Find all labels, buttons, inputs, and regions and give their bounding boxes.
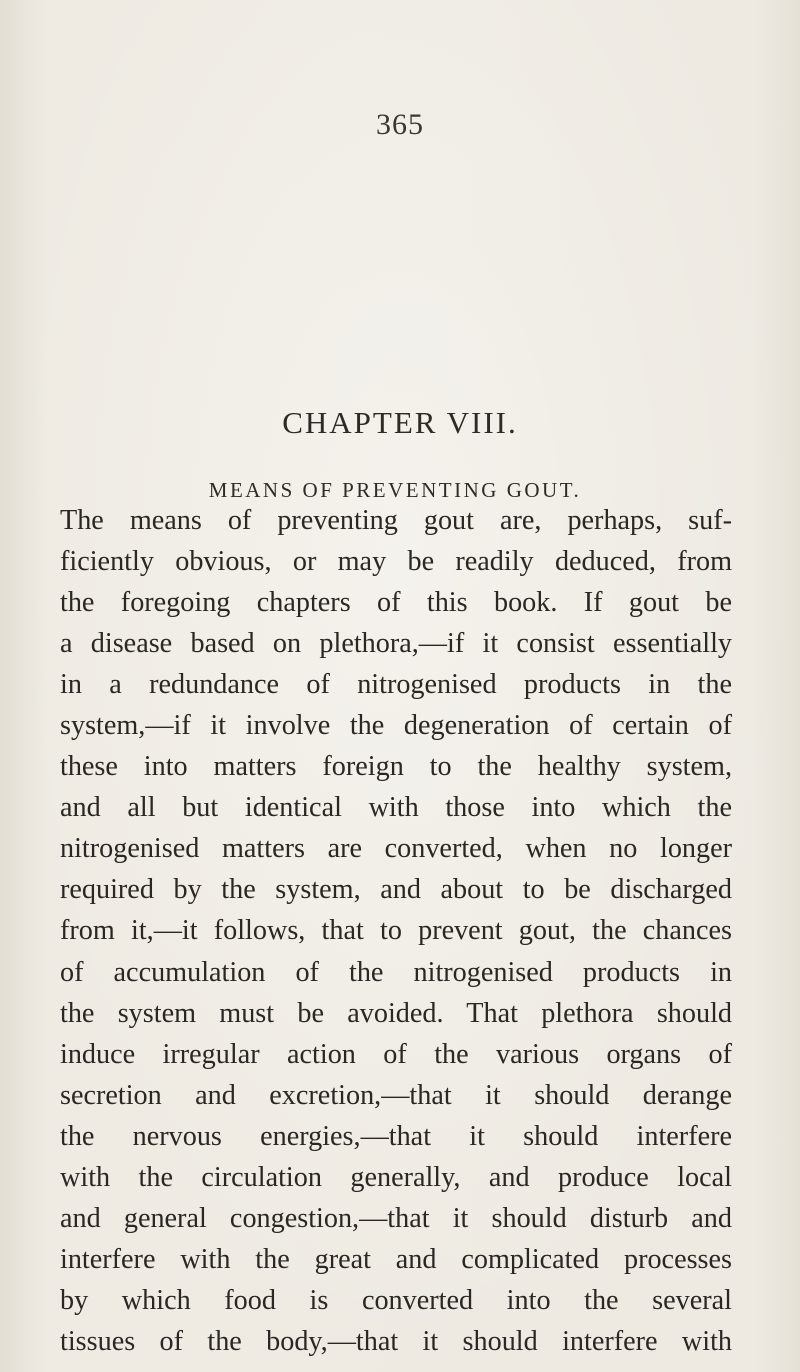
text-line: by which food is converted into the several: [60, 1284, 732, 1316]
text-line: system,—if it involve the degeneration of certain of: [60, 710, 732, 742]
text-line: and all but identical with those into which the: [60, 792, 732, 824]
text-line: in a redundance of nitrogenised products in the: [60, 669, 732, 701]
text-line: secretion and excretion,—that it should derange: [60, 1079, 732, 1111]
text-line: the system must be avoided. That plethora should: [60, 997, 732, 1029]
text-line: with the circulation generally, and produce local: [60, 1161, 732, 1193]
text-line: ficiently obvious, or may be readily deduced, from: [60, 546, 732, 578]
text-line: and general congestion,—that it should disturb and: [60, 1202, 732, 1234]
text-line: tissues of the body,—that it should interfere with: [60, 1325, 732, 1357]
page-number: 365: [376, 108, 424, 141]
text-line: The means of preventing gout are, perhaps, suf-: [60, 505, 732, 536]
text-line: a disease based on plethora,—if it consist essentially: [60, 628, 732, 660]
text-line: required by the system, and about to be discharged: [60, 874, 732, 906]
body-paragraph: [60, 500, 732, 1362]
text-line: the nervous energies,—that it should interfere: [60, 1120, 732, 1152]
text-line: nitrogenised matters are converted, when no longer: [60, 833, 732, 865]
text-line: these into matters foreign to the healthy system,: [60, 751, 732, 783]
text-line: induce irregular action of the various organs of: [60, 1038, 732, 1070]
section-title: MEANS OF PREVENTING GOUT.: [208, 478, 582, 502]
chapter-heading: CHAPTER VIII.: [282, 405, 518, 440]
text-line: the foregoing chapters of this book. If gout be: [60, 587, 732, 619]
text-line: from it,—it follows, that to prevent gout, the chances: [60, 915, 732, 947]
text-line: interfere with the great and complicated processes: [60, 1243, 732, 1275]
text-line: of accumulation of the nitrogenised products in: [60, 956, 732, 988]
